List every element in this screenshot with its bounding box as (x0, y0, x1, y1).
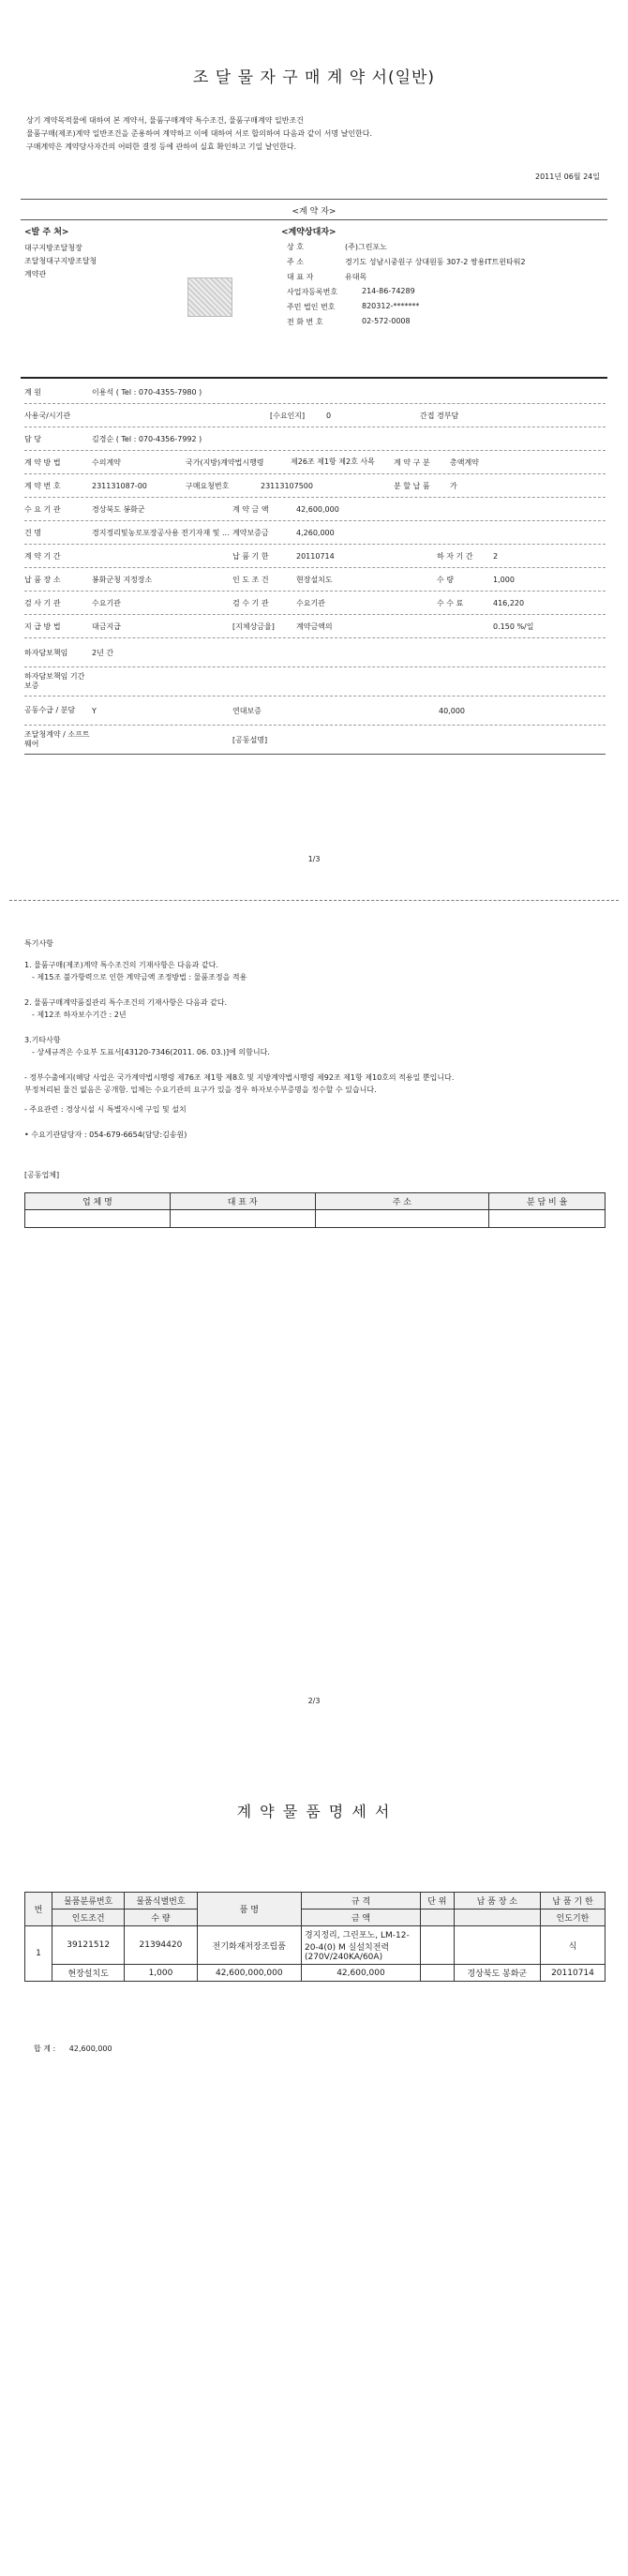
info-value: 2년 간 (92, 648, 114, 657)
info-label: 인 도 조 건 (232, 575, 269, 584)
info-value: 4,260,000 (296, 528, 335, 537)
remark-head: • 수요기관담당자 : 054-679-6654(담당:김송원) (24, 1131, 187, 1139)
item-header: 단 위 (420, 1893, 454, 1910)
info-label: 건 명 (24, 528, 41, 537)
info-label: 하자담보책임 (24, 648, 68, 657)
id-no: 21394420 (125, 1926, 197, 1965)
info-label: 지 급 방 법 (24, 622, 61, 631)
contract-title: 조 달 물 자 구 매 계 약 서(일반) (192, 68, 436, 87)
contractor-value: 214-86-74289 (362, 287, 415, 295)
info-label: 검 사 기 관 (24, 598, 61, 607)
info-label: 수 요 기 관 (24, 504, 61, 514)
item-header: 인도기한 (540, 1910, 605, 1926)
info-value: 수요기관 (92, 598, 121, 607)
info-value: 0 (326, 411, 332, 420)
joint-title: [공동업체] (24, 1171, 60, 1179)
info-label: 계 약 기 간 (24, 551, 61, 561)
quantity: 1,000 (125, 1965, 197, 1982)
spec-title: 계 약 물 품 명 세 서 (236, 1803, 392, 1820)
info-label: 국가(지방)계약법시행령 (186, 457, 264, 467)
contractor-label: 대 표 자 (287, 273, 314, 281)
info-value: 제26조 제1항 제2호 사목 (291, 457, 375, 466)
info-value: 수요기관 (296, 598, 325, 607)
item-name: 전기화재저장조립품 (197, 1926, 301, 1965)
info-label: 연대보증 (232, 706, 262, 715)
buyer-line: 대구지방조달청장 (24, 244, 82, 252)
contractor-heading: <계약상대자> (281, 228, 336, 237)
info-row (24, 726, 606, 755)
contractor-label: 전 화 번 호 (287, 318, 323, 326)
info-label: 수 량 (437, 575, 454, 584)
info-row (24, 696, 606, 726)
due-date: 20110714 (540, 1965, 605, 1982)
info-value: 231131087-00 (92, 481, 147, 490)
info-label: 구매요청번호 (186, 481, 230, 490)
unit-price: 42,600,000,000 (197, 1965, 301, 1982)
item-table (24, 1892, 606, 1982)
delivery-term: 현장설치도 (52, 1965, 125, 1982)
info-value: Y (92, 706, 97, 715)
info-value: 20110714 (296, 551, 335, 561)
item-header: 인도조건 (52, 1910, 125, 1926)
info-value: 0.150 %/일 (493, 622, 534, 631)
joint-header: 분 담 비 율 (489, 1193, 606, 1210)
page-number: 1/3 (307, 855, 321, 863)
intro-line: 물품구매(제조)계약 일반조건을 준용하여 계약하고 이에 대하여 서로 합의하여 다음과 같이 서명 날인한다. (26, 129, 373, 138)
contractor-label: 주민 법인 번호 (287, 303, 336, 311)
info-label: 계 약 금 액 (232, 504, 269, 514)
info-value: 봉화군청 지정장소 (92, 575, 153, 584)
info-value: 42,600,000 (296, 504, 339, 514)
info-row (24, 451, 606, 474)
info-row (24, 568, 606, 592)
remark-sub: 부정처리된 물건 없음은 공개함. 업체는 수요기관의 요구가 있을 경우 하자보수부증명을 정수할 수 있습니다. (24, 1086, 377, 1094)
info-label: 하 자 기 간 (437, 551, 473, 561)
info-row (24, 638, 606, 667)
info-label: 납 품 기 한 (232, 551, 269, 561)
buyer-line: 조달청대구지방조달청 (24, 257, 97, 265)
item-header: 품 명 (197, 1893, 301, 1926)
remark-head: 1. 물품구매(제조)계약 특수조건의 기재사항은 다음과 같다. (24, 961, 218, 969)
contractor-block (287, 242, 606, 332)
party-heading: <계 약 자> (292, 207, 336, 217)
info-label: 공동수급 / 분담 (24, 706, 76, 714)
remark-sub: - 상세규격은 수요부 도표서[43120-7346(2011. 06. 03.)]에 의함니다. (32, 1048, 270, 1056)
buyer-heading: <발 주 처> (24, 228, 69, 237)
info-row (24, 404, 606, 427)
info-value: 총액계약 (450, 457, 479, 467)
remark-sub: - 제12조 하자보수기간 : 2년 (32, 1011, 127, 1019)
info-value: 40,000 (439, 706, 465, 715)
table-row (25, 1210, 606, 1228)
remark-head: 3.기타사항 (24, 1036, 61, 1044)
intro-paragraph (26, 114, 607, 154)
info-label: 분 할 납 품 (394, 481, 430, 490)
intro-line: 구매계약은 계약당사자간의 어떠한 결정 등에 관하여 실효 확인하고 기일 날인한다. (26, 142, 297, 151)
item-header: 납 품 기 한 (540, 1893, 605, 1910)
info-row (24, 667, 606, 696)
info-value: 수의계약 (92, 457, 121, 467)
info-label: 계약보증금 (232, 528, 269, 537)
total-value: 42,600,000 (68, 2044, 112, 2053)
contractor-label: 상 호 (287, 243, 304, 251)
buyer-line: 계약관 (24, 270, 47, 278)
contractor-value: 경기도 성남시중원구 상대원동 307-2 쌍용IT트윈타워2 (345, 258, 526, 266)
info-value: 현장설치도 (296, 575, 333, 584)
info-row (24, 498, 606, 521)
info-value: 계약금액의 (296, 622, 333, 631)
item-header: 물품식별번호 (125, 1893, 197, 1910)
grand-total (34, 2044, 112, 2054)
info-label: 계 약 방 법 (24, 457, 61, 467)
info-label: 검 수 기 관 (232, 598, 269, 607)
info-value: 이용석 ( Tel : 070-4355-7980 ) (92, 387, 202, 397)
info-value: 416,220 (493, 598, 525, 607)
item-header: 번 (25, 1893, 52, 1926)
item-header: 물품분류번호 (52, 1893, 125, 1910)
info-label: 조달청계약 / 소프트웨어 (24, 730, 90, 748)
info-value: 23113107500 (261, 481, 313, 490)
contractor-value: 02-572-0008 (362, 317, 411, 325)
table-row (25, 1965, 606, 1982)
remark-head: - 주요관련 : 경상시설 시 특별자시에 구입 및 설치 (24, 1105, 187, 1114)
contractor-label: 사업자등록번호 (287, 288, 338, 296)
buyer-block (24, 242, 97, 281)
info-row (24, 381, 606, 404)
info-row (24, 521, 606, 545)
info-value: 김경순 ( Tel : 070-4356-7992 ) (92, 434, 202, 443)
info-row (24, 615, 606, 638)
contract-date: 2011년 06월 24일 (535, 172, 600, 181)
joint-header: 주 소 (315, 1193, 489, 1210)
info-label: 계 약 구 분 (394, 457, 430, 467)
contractor-value: 820312-******* (362, 302, 420, 310)
joint-header: 대 표 자 (170, 1193, 315, 1210)
delivery-place: 경상북도 봉화군 (454, 1965, 540, 1982)
info-row (24, 545, 606, 568)
info-label: 사용국/시기관 (24, 411, 71, 420)
contractor-value: 유대목 (345, 273, 367, 281)
info-value: 가 (450, 481, 457, 490)
info-label: [수요인지] (270, 411, 306, 420)
info-value: 대금지급 (92, 622, 121, 631)
item-header: 납 품 장 소 (454, 1893, 540, 1910)
remarks-title: 특기사항 (24, 939, 53, 948)
total-label: 합 계 : (34, 2044, 56, 2053)
remark-head: 2. 물품구매계약품질관리 특수조건의 기재사항은 다음과 같다. (24, 998, 228, 1007)
contract-info-table (24, 381, 606, 755)
info-row (24, 427, 606, 451)
info-label: 계 약 번 호 (24, 481, 61, 490)
page-number: 2/3 (307, 1697, 321, 1705)
official-seal-image (187, 277, 232, 317)
info-value: 경지정리및농로포장공사용 전기자재 및 ... (92, 528, 230, 537)
info-value: 경상북도 봉화군 (92, 504, 145, 514)
joint-header: 업 체 명 (25, 1193, 171, 1210)
info-row (24, 592, 606, 615)
remark-sub: - 제15조 불가항력으로 인한 계약금액 조정방법 : 물품조정을 적용 (32, 973, 247, 981)
info-label: 계 원 (24, 387, 41, 397)
class-no: 39121512 (52, 1926, 125, 1965)
joint-table (24, 1192, 606, 1228)
intro-line: 상기 계약목적물에 대하여 본 계약서, 물품구매계약 특수조건, 물품구매계약 일반조건 (26, 116, 304, 125)
remarks-section (24, 937, 606, 1141)
table-row (25, 1926, 606, 1965)
info-row (24, 474, 606, 498)
info-label: 납 품 장 소 (24, 575, 61, 584)
item-no: 1 (25, 1926, 52, 1982)
info-label: [공동설명] (232, 735, 268, 744)
info-label: 하자담보책임 기간보증 (24, 672, 85, 690)
remark-head: - 정부수출에지(해당 사업은 국가계약법시행령 제76조 제1항 제8호 및 지방계약법시행령 제92조 제1항 제10호의 적용일 뿐입니다. (24, 1073, 455, 1082)
info-value: 간접 경부담 (420, 411, 459, 420)
item-header: 금 액 (301, 1910, 420, 1926)
item-header: 수 량 (125, 1910, 197, 1926)
contractor-label: 주 소 (287, 258, 304, 266)
item-header: 규 격 (301, 1893, 420, 1910)
item-spec: 경지정리, 그린포노, LM-12-20-4(0) M 실설치전력(270V/240KA/60A) (301, 1926, 420, 1965)
contractor-value: (주)그린포노 (345, 243, 387, 251)
info-value: 1,000 (493, 575, 515, 584)
info-label: 담 당 (24, 434, 41, 443)
unit: 식 (540, 1926, 605, 1965)
info-label: 수 수 료 (437, 598, 464, 607)
info-value: 2 (493, 551, 499, 561)
info-label: [지체상금율] (232, 622, 275, 631)
amount: 42,600,000 (301, 1965, 420, 1982)
